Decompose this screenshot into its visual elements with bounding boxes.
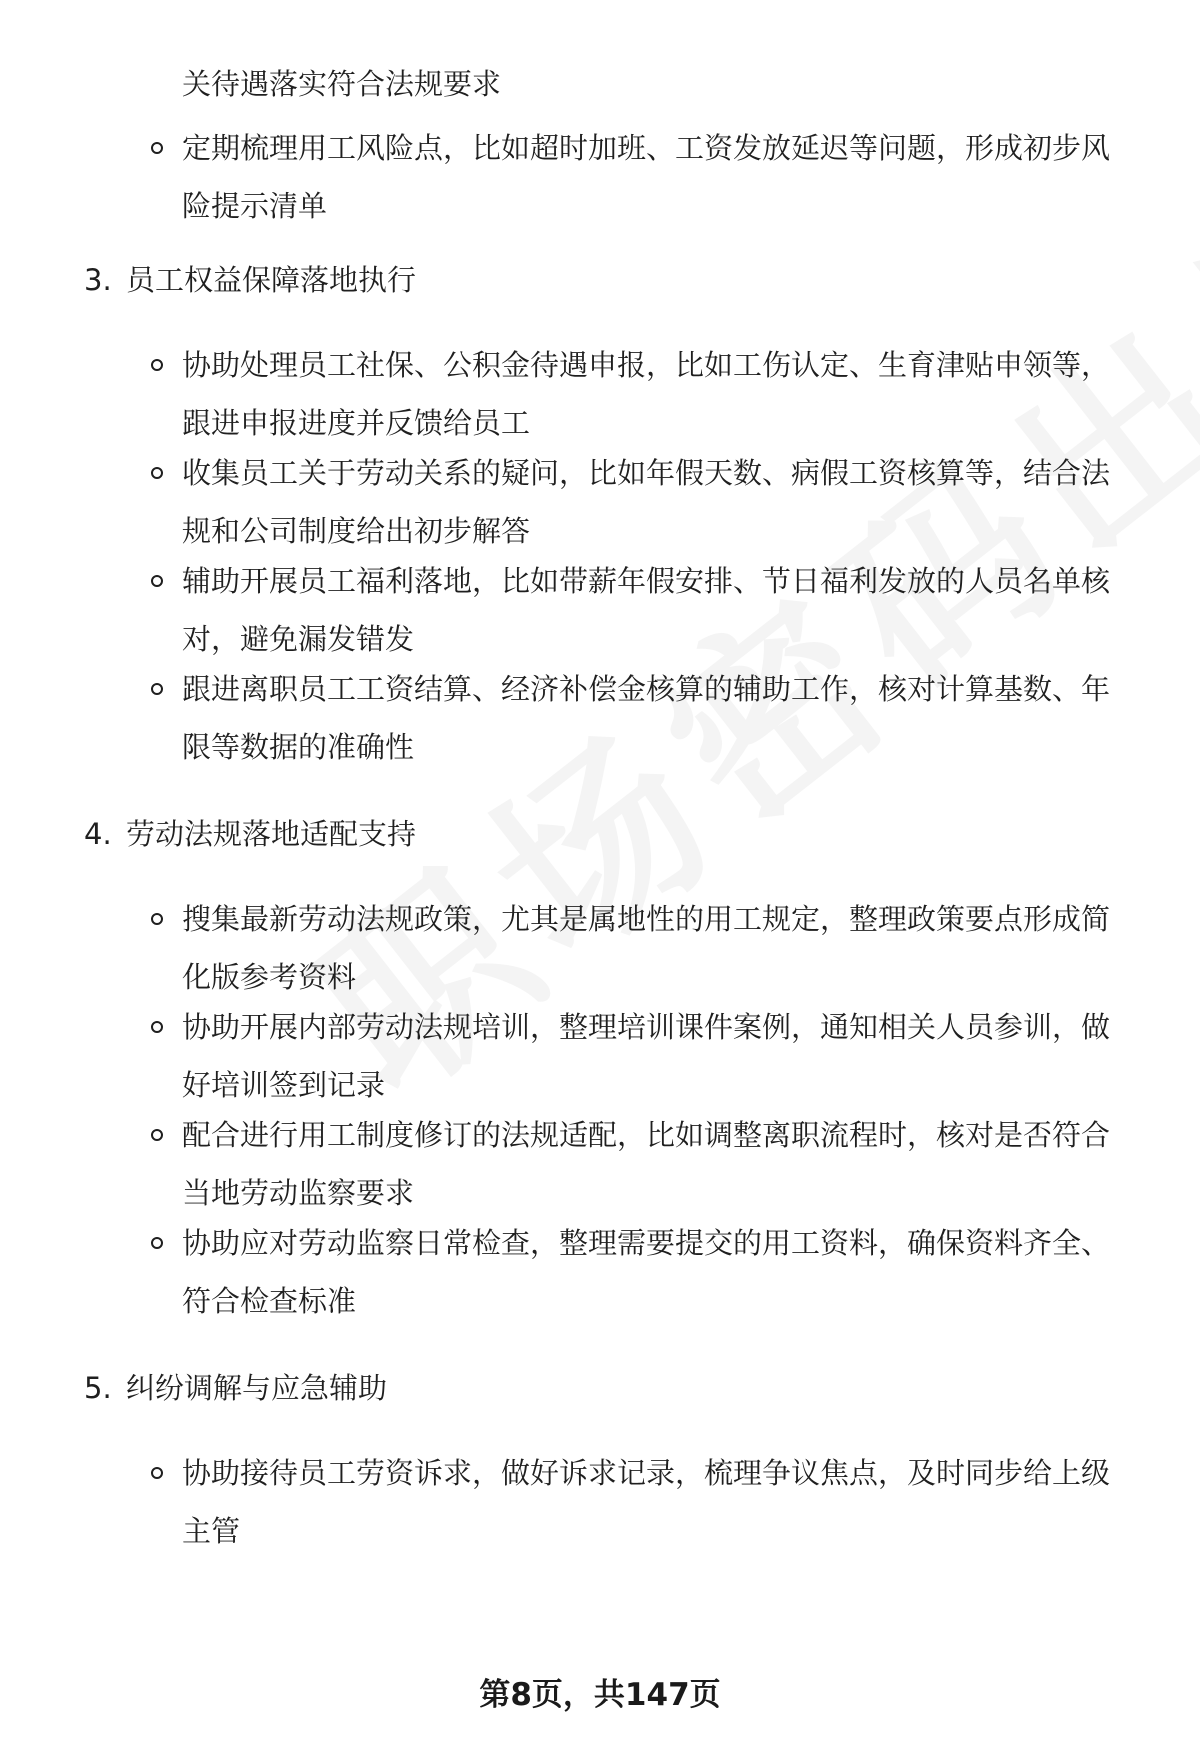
bullet-icon [151, 683, 163, 695]
list-item-line: 跟进离职员工工资结算、经济补偿金核算的辅助工作，核对计算基数、年 [182, 672, 1111, 706]
section-number: 3. [84, 263, 112, 297]
section-title: 劳动法规落地适配支持 [126, 817, 417, 851]
section-title: 纠纷调解与应急辅助 [126, 1371, 388, 1405]
page-number-footer: 第8页，共147页 [479, 1677, 721, 1713]
bullet-icon [151, 1129, 163, 1141]
list-item-line: 协助应对劳动监察日常检查，整理需要提交的用工资料，确保资料齐全、 [182, 1226, 1111, 1260]
list-item-line: 协助开展内部劳动法规培训，整理培训课件案例，通知相关人员参训，做 [182, 1010, 1111, 1044]
bullet-icon [151, 575, 163, 587]
list-item-line: 险提示清单 [182, 189, 328, 223]
section-number: 5. [84, 1371, 112, 1405]
list-item-line: 辅助开展员工福利落地，比如带薪年假安排、节日福利发放的人员名单核 [182, 564, 1111, 598]
continuation-line: 关待遇落实符合法规要求 [182, 67, 502, 101]
bullet-icon [151, 1021, 163, 1033]
section-number: 4. [84, 817, 112, 851]
list-item-line: 规和公司制度给出初步解答 [182, 514, 531, 548]
section-title: 员工权益保障落地执行 [126, 263, 417, 297]
list-item-line: 跟进申报进度并反馈给员工 [182, 406, 531, 440]
list-item-line: 对，避免漏发错发 [182, 622, 415, 656]
list-item-line: 定期梳理用工风险点，比如超时加班、工资发放延迟等问题，形成初步风 [182, 131, 1111, 165]
list-item-line: 搜集最新劳动法规政策，尤其是属地性的用工规定，整理政策要点形成简 [182, 902, 1111, 936]
list-item-line: 配合进行用工制度修订的法规适配，比如调整离职流程时，核对是否符合 [182, 1118, 1111, 1152]
list-item-line: 限等数据的准确性 [182, 730, 415, 764]
list-item-line: 主管 [182, 1514, 241, 1548]
bullet-icon [151, 359, 163, 371]
bullet-icon [151, 913, 163, 925]
list-item-line: 当地劳动监察要求 [182, 1176, 415, 1210]
list-item-line: 好培训签到记录 [182, 1068, 386, 1102]
bullet-icon [151, 142, 163, 154]
list-item-line: 化版参考资料 [182, 960, 357, 994]
bullet-icon [151, 1467, 163, 1479]
list-item-line: 符合检查标准 [182, 1284, 357, 1318]
bullet-icon [151, 467, 163, 479]
list-item-line: 收集员工关于劳动关系的疑问，比如年假天数、病假工资核算等，结合法 [182, 456, 1111, 490]
list-item-line: 协助接待员工劳资诉求，做好诉求记录，梳理争议焦点，及时同步给上级 [182, 1456, 1111, 1490]
bullet-icon [151, 1237, 163, 1249]
list-item-line: 协助处理员工社保、公积金待遇申报，比如工伤认定、生育津贴申领等， [182, 348, 1111, 382]
